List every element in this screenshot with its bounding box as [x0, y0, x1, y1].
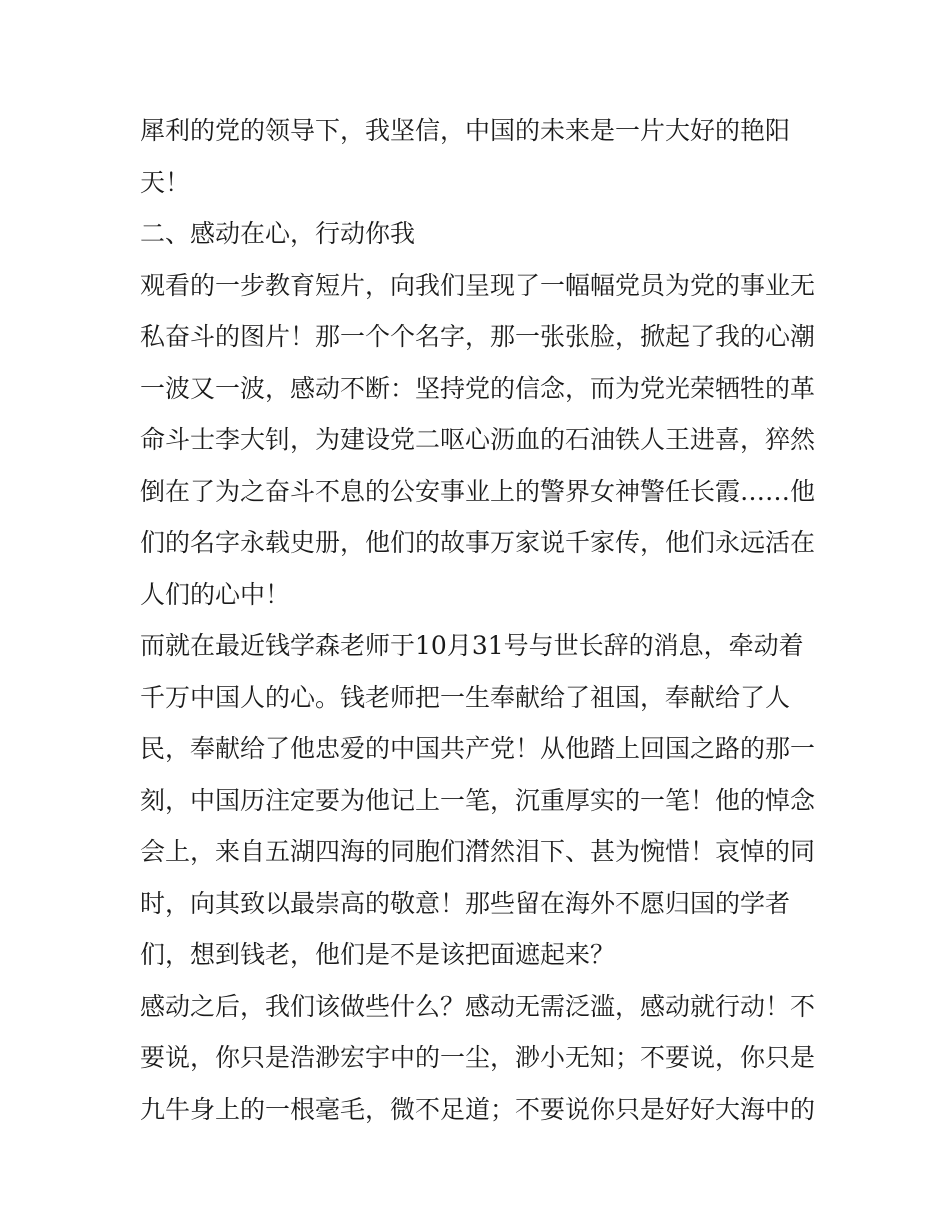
text-line: 刻，中国历注定要为他记上一笔，沉重厚实的一笔！他的悼念: [140, 785, 816, 815]
text-line: 而就在最近钱学森老师于10月31号与世长辞的消息，牵动着: [140, 631, 804, 660]
text-line: 们的名字永载史册，他们的故事万家说千家传，他们永远活在: [140, 528, 816, 557]
text-line: 天！: [140, 167, 191, 197]
text-line: 九牛身上的一根毫毛，微不足道；不要说你只是好好大海中的: [140, 1094, 816, 1124]
text-line: 时，向其致以最崇高的敬意！那些留在海外不愿归国的学者: [140, 888, 791, 918]
text-line: 倒在了为之奋斗不息的公安事业上的警界女神警任长霞……他: [140, 476, 816, 506]
text-line: 命斗士李大钊，为建设党二呕心沥血的石油铁人王进喜，猝然: [140, 425, 816, 454]
text-line: 民，奉献给了他忠爱的中国共产党！从他踏上回国之路的那一: [140, 734, 816, 763]
text-line: 人们的心中！: [140, 579, 291, 609]
text-line: 感动之后，我们该做些什么？感动无需泛滥，感动就行动！不: [140, 991, 816, 1021]
text-line: 要说，你只是浩渺宏宇中的一尘，渺小无知；不要说，你只是: [140, 1043, 816, 1072]
text-line: 千万中国人的心。钱老师把一生奉献给了祖国，奉献给了人: [140, 682, 791, 712]
text-line: 私奋斗的图片！那一个个名字，那一张张脸，掀起了我的心潮: [140, 322, 816, 351]
text-line: 会上，来自五湖四海的同胞们潸然泪下、甚为惋惜！哀悼的同: [140, 837, 816, 866]
text-line: 们，想到钱老，他们是不是该把面遮起来？: [140, 940, 616, 969]
text-line: 犀利的党的领导下，我坚信，中国的未来是一片大好的艳阳: [140, 116, 791, 145]
section-heading: 二、感动在心，行动你我: [140, 219, 416, 248]
text-line: 观看的一步教育短片，向我们呈现了一幅幅党员为党的事业无: [140, 270, 816, 300]
document-body: [140, 105, 820, 1135]
text-line: 一波又一波，感动不断：坚持党的信念，而为党光荣牺牲的革: [140, 373, 816, 403]
